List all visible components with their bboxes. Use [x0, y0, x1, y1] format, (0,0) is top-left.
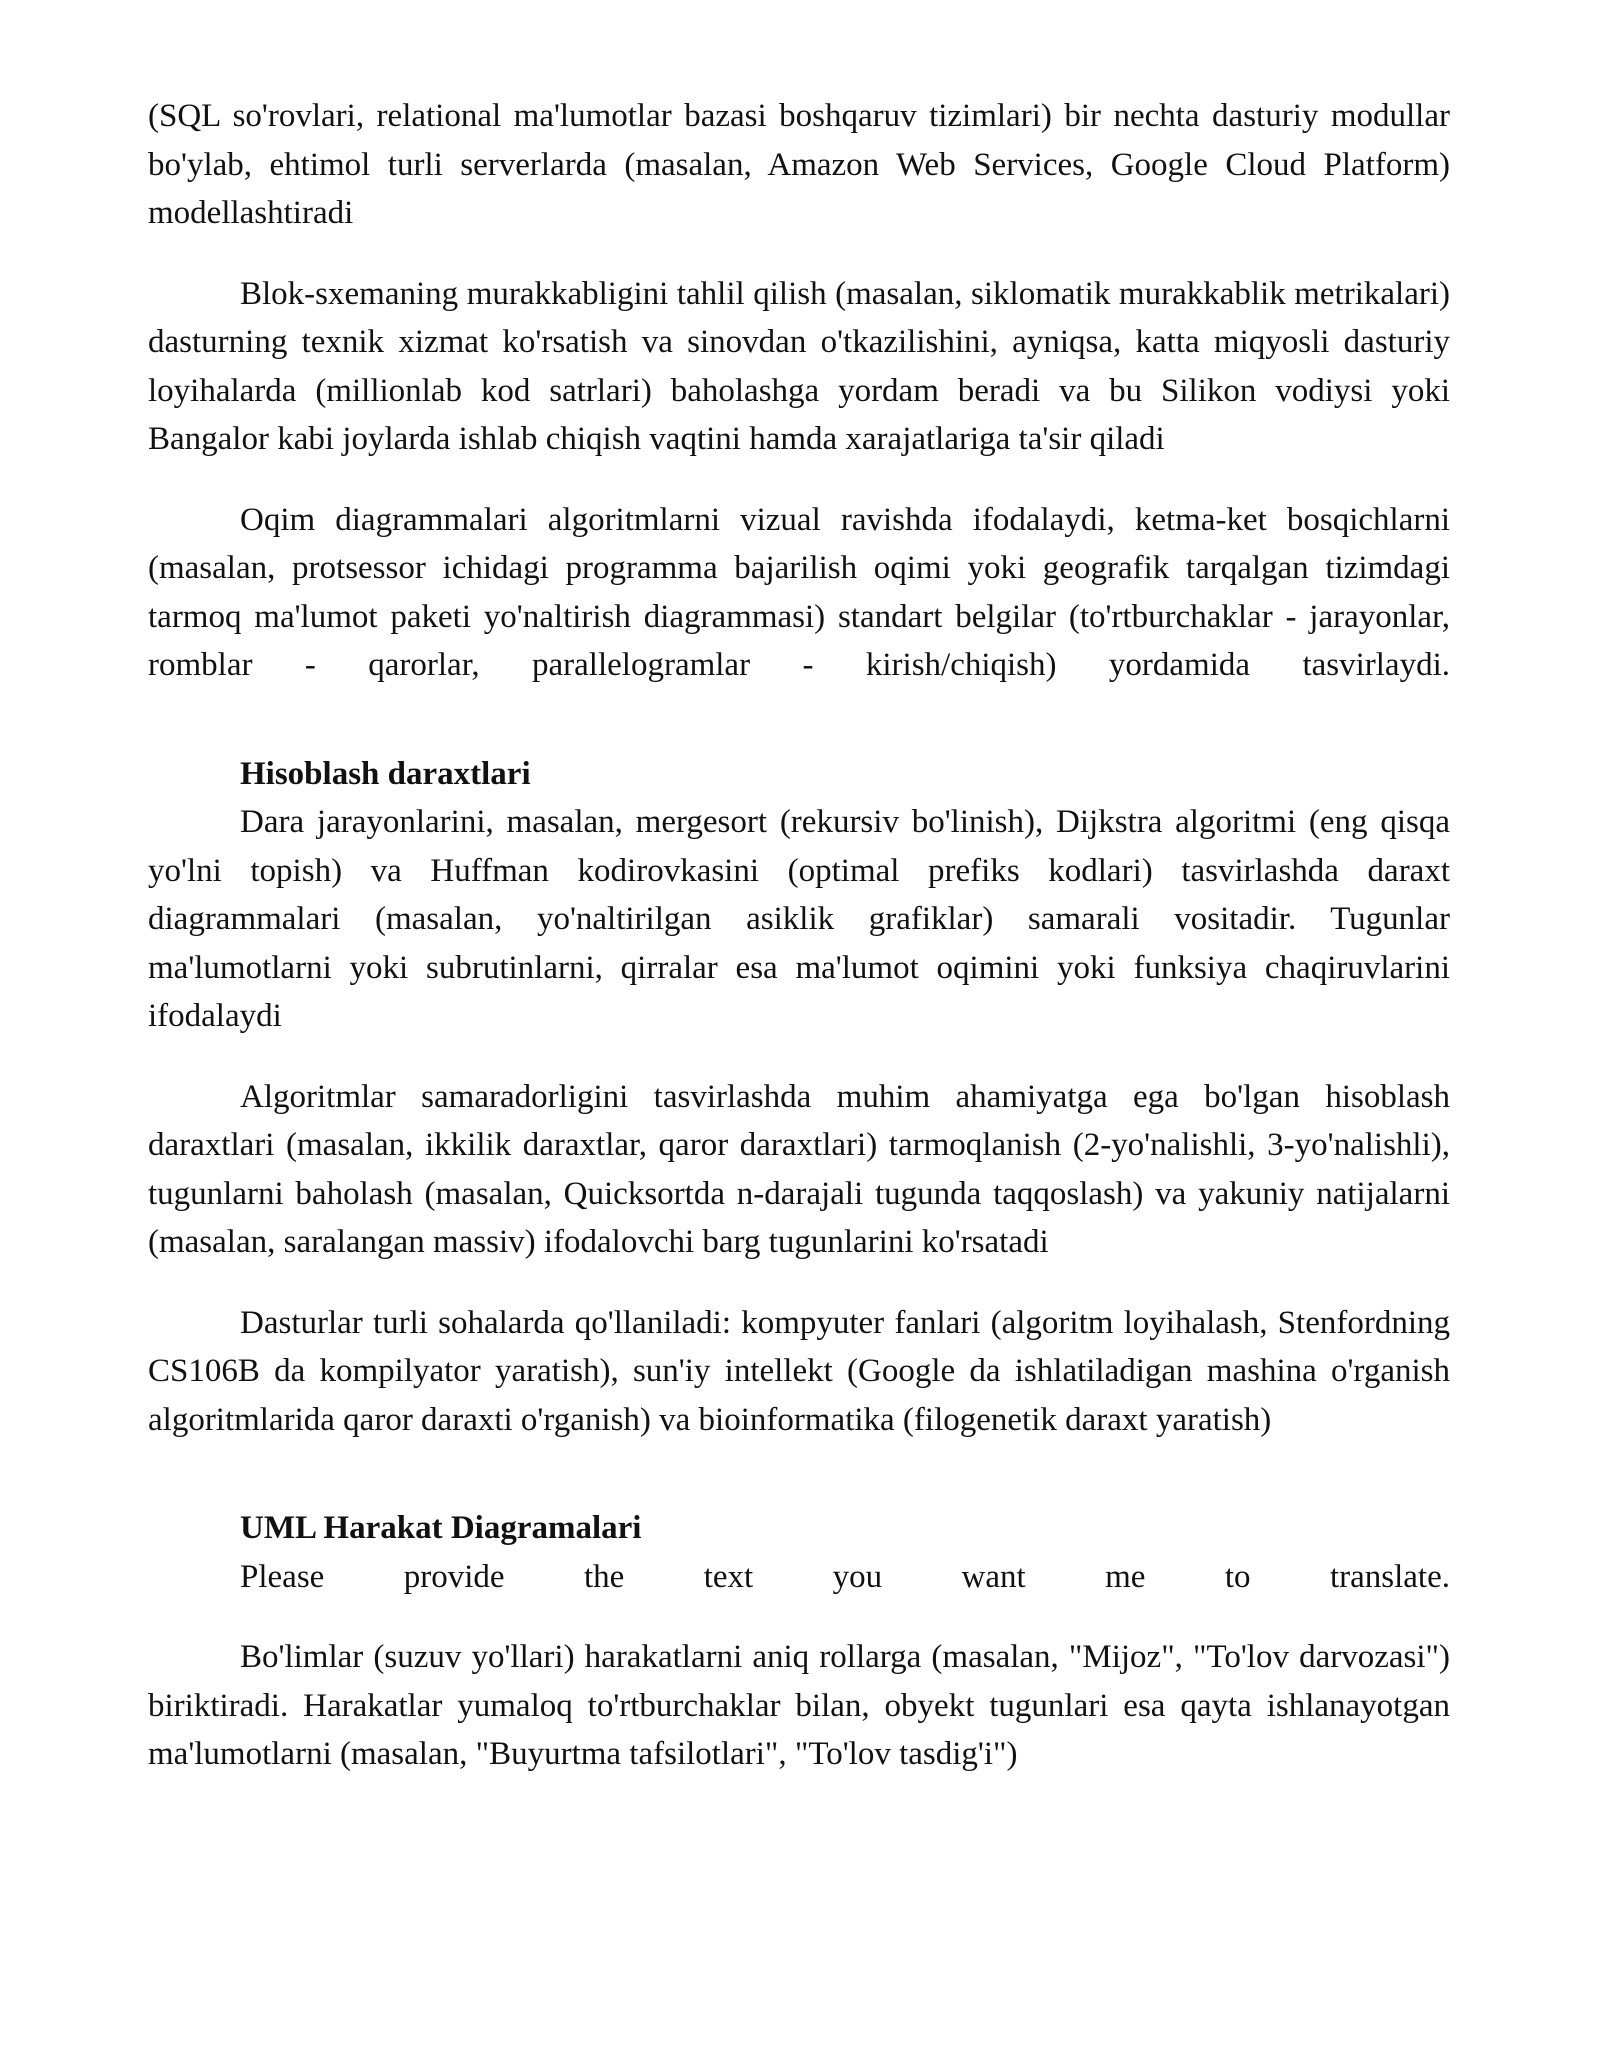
paragraph-sql-modeling: (SQL so'rovlari, relational ma'lumotlar bazasi boshqaruv tizimlari) bir nechta dasturiy modullar bo'ylab, ehtimol turli serverlarda (masalan, Amazon Web Services, Google Cloud Platform) modellashtiradi	[148, 98, 1450, 231]
paragraph-applications: Dasturlar turli sohalarda qo'llaniladi: kompyuter fanlari (algoritm loyihalash, Stenfordning CS106B da kompilyator yaratish), sun'iy intellekt (Google da ishlatiladigan mashina o'rganish algoritmlarida qaror daraxti o'rganish) va bioinformatika (filogenetik daraxt yaratish)	[148, 1304, 1450, 1438]
paragraph-translate-request: Please provide the text you want me to translate.	[240, 1558, 1450, 1595]
section-uml-activity	[148, 1504, 1450, 1601]
paragraph-tree-diagrams: Dara jarayonlarini, masalan, mergesort (rekursiv bo'linish), Dijkstra algoritmi (eng qisqa yo'lni topish) va Huffman kodirovkasini (optimal prefiks kodlari) tasvirlashda daraxt diagrammalari (masalan, yo'naltirilgan asiklik grafiklar) samarali vositadir. Tugunlar ma'lumotlarni yoki subrutinlarni, qirralar esa ma'lumot oqimini yoki funksiya chaqiruvlarini ifodalaydi	[148, 804, 1450, 1034]
paragraph-flowchart-complexity: Blok-sxemaning murakkabligini tahlil qilish (masalan, siklomatik murakkablik metrikalari) dasturning texnik xizmat ko'rsatish va sinovdan o'tkazilishini, ayniqsa, katta miqyosli dasturiy loyihalarda (millionlab kod satrlari) baholashga yordam beradi va bu Silikon vodiysi yoki Bangalor kabi joylarda ishlab chiqish vaqtini hamda xarajatlariga ta'sir qiladi	[148, 275, 1450, 457]
section-heading-uml: UML Harakat Diagramalari	[240, 1510, 642, 1546]
section-heading-trees: Hisoblash daraxtlari	[240, 755, 531, 792]
paragraph-flow-diagrams: Oqim diagrammalari algoritmlarni vizual ravishda ifodalaydi, ketma-ket bosqichlarni (masalan, protsessor ichidagi programma bajarilish oqimi yoki geografik tarqalgan tizimdagi tarmoq ma'lumot paketi yo'naltirish diagrammasi) standart belgilar (to'rtburchaklar - jarayonlar, romblar - qarorlar, parallelogramlar - kirish/chiqish) yordamida tasvirlaydi.	[148, 501, 1450, 683]
paragraph-computation-trees: Algoritmlar samaradorligini tasvirlashda muhim ahamiyatga ega bo'lgan hisoblash daraxtlari (masalan, ikkilik daraxtlar, qaror daraxtlari) tarmoqlanish (2-yo'nalishli, 3-yo'nalishli), tugunlarni baholash (masalan, Quicksortda n-darajali tugunda taqqoslash) va yakuniy natijalarni (masalan, saralangan massiv) ifodalovchi barg tugunlarini ko'rsatadi	[148, 1078, 1450, 1260]
paragraph-swimlanes: Bo'limlar (suzuv yo'llari) harakatlarni aniq rollarga (masalan, "Mijoz", "To'lov darvozasi") biriktiradi. Harakatlar yumaloq to'rtburchaklar bilan, obyekt tugunlari esa qayta ishlanayotgan ma'lumotlarni (masalan, "Buyurtma tafsilotlari", "To'lov tasdig'i")	[148, 1639, 1450, 1772]
section-computation-trees	[148, 750, 1450, 1041]
document-page	[148, 92, 1450, 1811]
